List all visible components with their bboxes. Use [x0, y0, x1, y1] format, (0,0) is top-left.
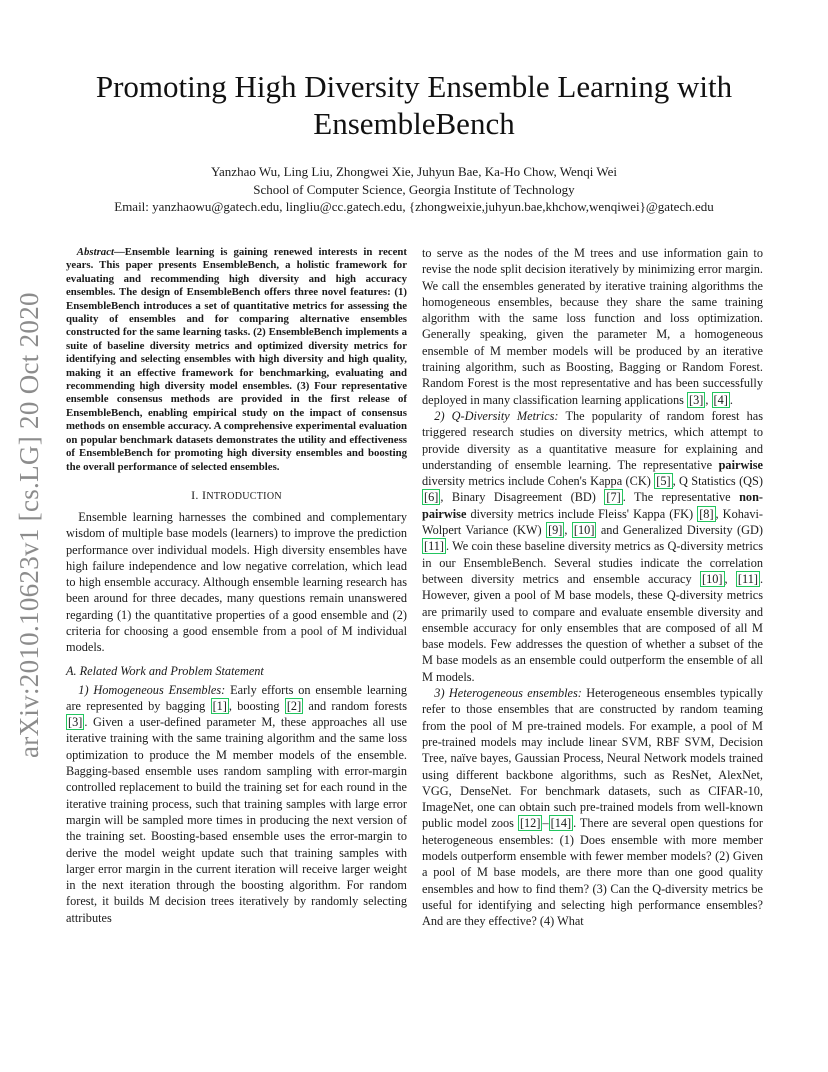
homogeneous-paragraph: 1) Homogeneous Ensembles: Early efforts on ensemble learning are represented by bagging [1] , boosting [2] and random forests [3] . Given a user-defined parameter M, these approaches all use iterative training with the same training algorithm and the same loss optimization to produce the M member models of the ensemble. Bagging-based ensemble uses random sampling with error-margin controlled replacement to build the training set for each round in the iterative training process, such that training samples with large error margin will be sampled more times in producing the next version of the training set. Boosting-based ensemble uses the error-margin to derive the model weight update such that training samples with larger error margin in the current iteration will receive larger weight in the next iteration through the boosting algorithm. For random forest, it builds M decision trees iteratively by randomly selecting attributes	[66, 682, 407, 925]
citation-link[interactable]: [6]	[424, 490, 439, 505]
citation-link[interactable]: [2]	[286, 698, 302, 713]
citation-link[interactable]: [12]	[519, 816, 541, 831]
citation-link[interactable]: [10]	[573, 523, 595, 538]
citation-link[interactable]: [4]	[713, 392, 728, 407]
citation-link[interactable]: [14]	[550, 816, 572, 831]
abstract-text: —Ensemble learning is gaining renewed interests in recent years. This paper presents EnsembleBench, a holistic framework for evaluating and recommending high diversity and high accuracy ensembles. The design of EnsembleBench offers three novel features: (1) EnsembleBench introduces a set of quantitative metrics for assessing the quality of ensembles and for comparing alternative ensembles constructed for the same learning tasks. (2) EnsembleBench implements a suite of baseline diversity metrics and optimized diversity metrics for identifying and selecting ensembles with high diversity and high quality, making it an effective framework for benchmarking, evaluating and recommending high diversity model ensembles. (3) Four representative ensemble consensus methods are provided in the first release of EnsembleBench, enabling empirical study on the impact of consensus methods on ensemble accuracy. A comprehensive experimental evaluation on popular benchmark datasets demonstrates the utility and effectiveness of EnsembleBench for promoting high diversity ensembles and boosting the overall performance of selected ensembles.	[66, 246, 407, 473]
citation-link[interactable]: [1]	[212, 698, 227, 713]
paper-title: Promoting High Diversity Ensemble Learning with EnsembleBench	[95, 69, 733, 141]
subsection-heading-related-work: A. Related Work and Problem Statement	[66, 663, 264, 678]
citation-link[interactable]: [8]	[699, 506, 714, 521]
author-list: Yanzhao Wu, Ling Liu, Zhongwei Xie, Juhyun Bae, Ka-Ho Chow, Wenqi Wei	[210, 164, 618, 179]
citation-link[interactable]: [3]	[689, 392, 704, 407]
abstract-label: Abstract	[76, 246, 114, 258]
random-forest-paragraph: to serve as the nodes of the M trees and use information gain to revise the node split decision iteratively by minimizing error margin. We call the ensembles generated by iterative training algorithms the homogeneous ensembles, because they share the same training algorithm with the same loss function and loss optimization. Generally speaking, given the parameter M, a homogeneous ensemble of M member models will be produced by an iterative training algorithm, such as Boosting, Bagging or Random Forest. Random Forest is the most representative and has been successfully deployed in many classification learning applications [3] , [4] .	[422, 246, 763, 407]
right-column	[422, 245, 763, 929]
email-line: Email: yanzhaowu@gatech.edu, lingliu@cc.gatech.edu, {zhongweixie,juhyun.bae,khchow,wenqiwei}@gatech.edu	[114, 199, 714, 214]
citation-link[interactable]: [7]	[606, 490, 621, 505]
citation-link[interactable]: [11]	[424, 539, 445, 554]
intro-paragraph: Ensemble learning harnesses the combined and complementary wisdom of multiple base models (learners) to improve the prediction performance over individual models. High diversity ensembles have high failure independence and low negative correlation, which lead to high ensemble accuracy. Although ensemble learning research has been around for three decades, many questions remain unanswered regarding (1) the quantitative properties of a good ensemble and (2) criteria for choosing a good ensemble from a pool of M individual models.	[66, 509, 407, 655]
arxiv-sidebar-stamp: arXiv:2010.10623v1 [cs.LG] 20 Oct 2020	[14, 292, 44, 758]
affiliation: School of Computer Science, Georgia Institute of Technology	[253, 182, 575, 197]
citation-link[interactable]: [5]	[656, 474, 671, 489]
citation-link[interactable]: [11]	[737, 571, 758, 586]
q-diversity-paragraph: 2) Q-Diversity Metrics: The popularity of random forest has triggered research studies on diversity metrics, which attempt to provide diversity as a quantitative measure for explaining and understanding of ensemble learning. The representative pairwise diversity metrics include Cohen's Kappa (CK) [5] , Q Statistics (QS) [6] , Binary Disagreement (BD) [7] . The representative non-pairwise diversity metrics include Fleiss' Kappa (FK) [8] , Kohavi-Wolpert Variance (KW) [9] , [10] and Generalized Diversity (GD) [11] . We coin these baseline diversity metrics as Q-diversity metrics in our EnsembleBench. Several studies indicate the correlation between diversity metrics and ensemble accuracy [10] , [11] . However, given a pool of M base models, these Q-diversity metrics are primarily used to compare and evaluate ensemble diversity and ensemble accuracy for only ensembles that are composed of all M base models. Few addresses the question of whether a subset of the M base models as an ensemble could outperform the ensemble of all M models.	[422, 408, 764, 684]
citation-link[interactable]: [3]	[68, 715, 83, 730]
heterogeneous-paragraph: 3) Heterogeneous ensembles: Heterogeneous ensembles typically refer to those ensembles that are constructed by random teaming from the pool of M pre-trained models. For example, a pool of M pre-trained models may include linear SVM, RBF SVM, Decision Tree, naïve bayes, Gaussian Process, Neural Network models trained using different backbone algorithms, such as ResNet, AlexNet, VGG, DenseNet. For benchmark datasets, such as CIFAR-10, ImageNet, one can obtain such pre-trained models from well-known public model zoos [12] – [14] . There are several open questions for heterogeneous ensembles: (1) Does ensemble with more member models outperform ensemble with fewer member models? (2) Given a pool of M base models, are there more than one good quality ensembles and how to find them? (3) Can the Q-diversity metrics be useful for identifying and selecting high performance ensembles? And are they effective? (4) What	[422, 686, 763, 929]
left-column	[66, 246, 407, 926]
citation-link[interactable]: [10]	[702, 571, 723, 586]
citation-link[interactable]: [9]	[548, 523, 563, 538]
section-heading-introduction: I. INTRODUCTION	[191, 487, 282, 502]
abstract	[66, 246, 407, 474]
